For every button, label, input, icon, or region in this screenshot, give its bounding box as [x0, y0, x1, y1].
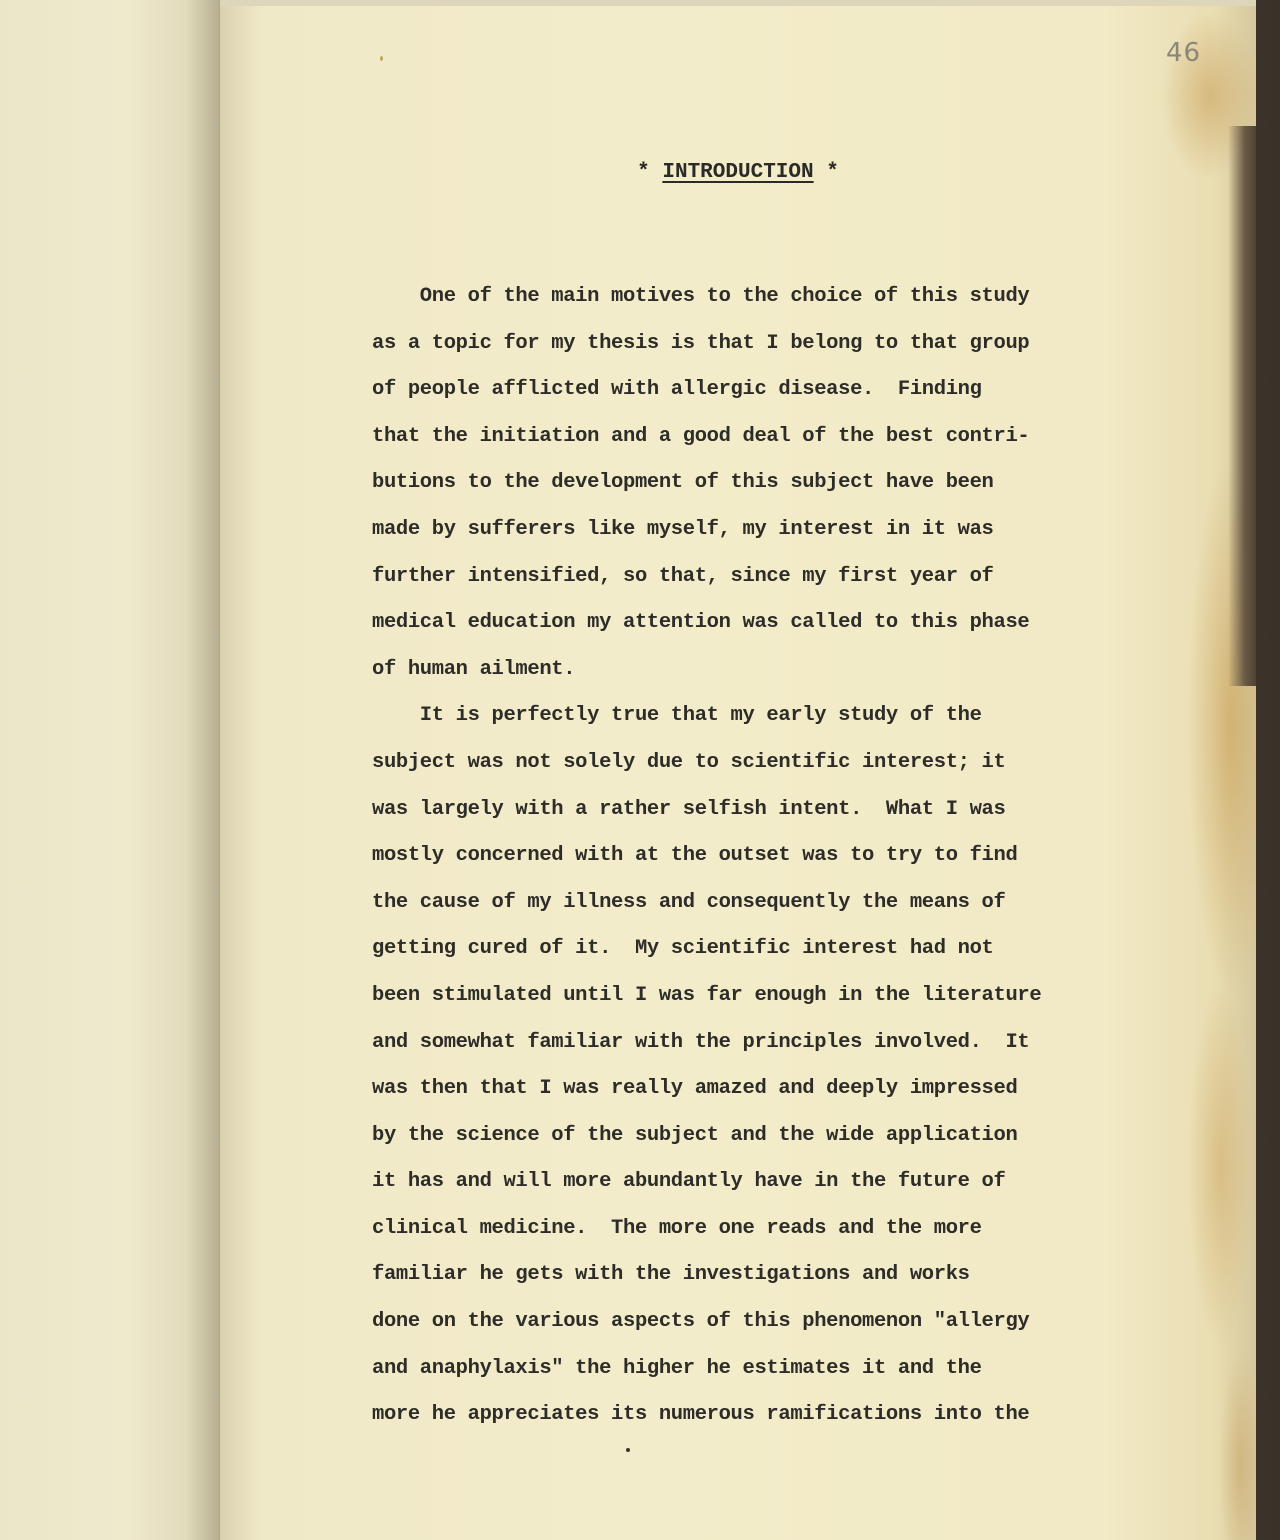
- text-line: been stimulated until I was far enough in the literature: [372, 983, 1042, 1007]
- text-line: was largely with a rather selfish intent. What I was: [372, 797, 1006, 821]
- page-edge-shadow: [1228, 126, 1256, 686]
- paragraph-1: [372, 274, 1172, 693]
- text-line: clinical medicine. The more one reads and the more: [372, 1216, 982, 1240]
- body-text: [372, 274, 1172, 1439]
- text-line: further intensified, so that, since my first year of: [372, 564, 994, 588]
- stain-speck: [380, 56, 383, 61]
- heading-title: INTRODUCTION: [662, 161, 814, 184]
- text-line: getting cured of it. My scientific interest had not: [372, 937, 994, 961]
- text-line: made by sufferers like myself, my interest in it was: [372, 517, 994, 541]
- document-page: [220, 0, 1256, 1540]
- text-line: medical education my attention was called to this phase: [372, 611, 1030, 635]
- page-heading: [220, 161, 1256, 184]
- text-line: the cause of my illness and consequently the means of: [372, 890, 1006, 914]
- text-line: by the science of the subject and the wide application: [372, 1123, 1018, 1147]
- text-line: and anaphylaxis" the higher he estimates it and the: [372, 1356, 982, 1380]
- paragraph-2: [372, 693, 1172, 1439]
- text-line: it has and will more abundantly have in the future of: [372, 1170, 1006, 1194]
- previous-page: [0, 0, 232, 1540]
- text-line: of people afflicted with allergic disease. Finding: [372, 378, 982, 402]
- text-line: more he appreciates its numerous ramifications into the: [372, 1403, 1030, 1427]
- text-line: and somewhat familiar with the principles involved. It: [372, 1030, 1030, 1054]
- text-line: done on the various aspects of this phenomenon "allergy: [372, 1310, 1030, 1334]
- heading-left-asterisk: *: [637, 161, 650, 184]
- text-line: mostly concerned with at the outset was to try to find: [372, 844, 1018, 868]
- text-line: It is perfectly true that my early study of the: [372, 704, 982, 728]
- text-line: subject was not solely due to scientific interest; it: [372, 750, 1006, 774]
- text-line: One of the main motives to the choice of this study: [372, 285, 1030, 308]
- heading-right-asterisk: *: [826, 161, 839, 184]
- text-line: butions to the development of this subject have been: [372, 471, 994, 495]
- text-line: that the initiation and a good deal of the best contri-: [372, 424, 1030, 448]
- page-number: 46: [1166, 38, 1202, 68]
- text-line: of human ailment.: [372, 657, 576, 681]
- ink-speck: [626, 1448, 630, 1452]
- text-line: as a topic for my thesis is that I belong to that group: [372, 331, 1030, 355]
- text-line: was then that I was really amazed and deeply impressed: [372, 1077, 1018, 1101]
- text-line: familiar he gets with the investigations and works: [372, 1263, 970, 1287]
